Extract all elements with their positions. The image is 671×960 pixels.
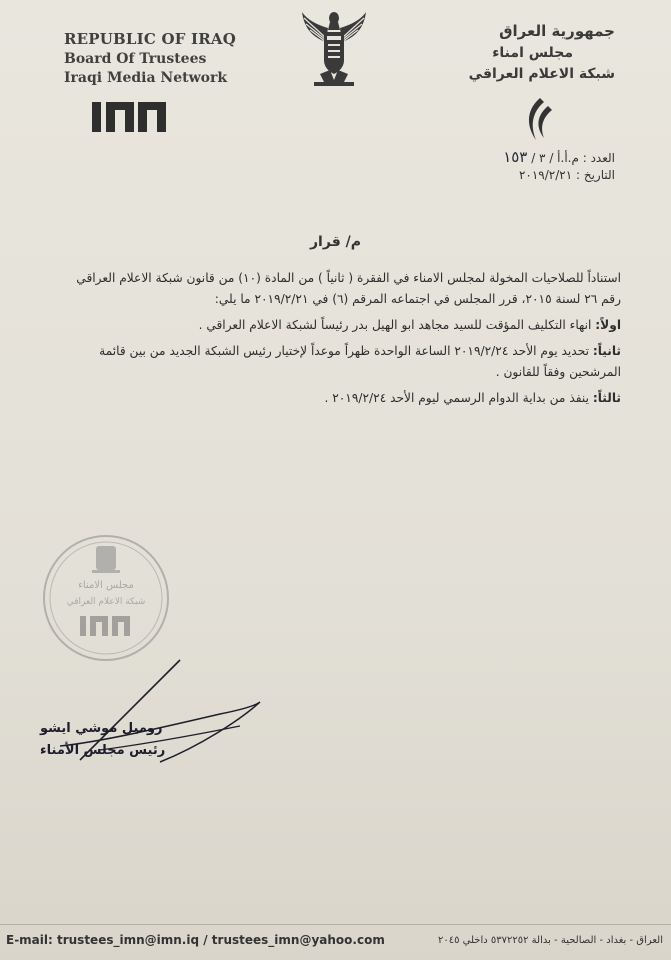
body-item-text: ينفذ من بداية الدوام الرسمي ليوم الأحد ٢٠١٩/٢/٢٤ .: [324, 391, 593, 405]
footer-address: العراق - بغداد - الصالحية - بدالة ٥٣٧٢٢٥٢ داخلي ٢٠٤٥: [437, 935, 663, 946]
header-english: [64, 30, 236, 86]
document-footer: [0, 924, 671, 960]
reference-date-label: التاريخ :: [575, 168, 615, 182]
document-body: [60, 268, 621, 409]
body-intro: استناداً للصلاحيات المخولة لمجلس الامناء في الفقرة ( ثانياً ) من المادة (١٠) من قانون شبكة الاعلام العراقي رقم ٢٦ لسنة ٢٠١٥، قرر المجلس في اجتماعه المرقم (٦) في ٢٠١٩/٢/٢١ ما يلي:: [76, 271, 621, 306]
official-stamp: [40, 532, 172, 664]
body-item-2: [60, 341, 621, 383]
imn-logo: [90, 96, 168, 136]
body-item-text: تحديد يوم الأحد ٢٠١٩/٢/٢٤ الساعة الواحدة ظهراً موعداً لإختيار رئيس الشبكة الجديد من بين قائمة المرشحين وفقاً للقانون .: [99, 344, 621, 379]
header-arabic: [425, 22, 615, 82]
stamp-text-2: شبكة الاعلام العراقي: [66, 597, 146, 607]
signatory-name: روميل موشي ايشو: [40, 721, 163, 736]
reference-number-value: ١٥٣: [503, 148, 528, 166]
reference-date-line: [395, 168, 615, 188]
signatory-block: [40, 718, 200, 762]
header-country-en: REPUBLIC OF IRAQ: [64, 30, 236, 48]
body-item-3: [60, 388, 621, 409]
body-item-label: اولاً:: [595, 318, 621, 332]
header-board-en: Board Of Trustees: [64, 51, 207, 67]
signatory-title: رئيس مجلس الأمناء: [40, 743, 166, 758]
stamp-text-1: مجلس الامناء: [78, 580, 134, 591]
document-subject: م/ قرار: [310, 234, 361, 250]
imn-swoosh-logo-icon: [520, 96, 554, 142]
body-item-label: ثانياً:: [592, 344, 621, 358]
reference-date-value: ٢٠١٩/٢/٢١: [518, 168, 573, 182]
body-item-label: ثالثاً:: [592, 391, 621, 405]
body-item-1: [60, 315, 621, 336]
reference-number-label: العدد : م.أ.أ / ٣ /: [531, 151, 615, 165]
header-network-en: Iraqi Media Network: [64, 70, 228, 86]
reference-number-line: [395, 148, 615, 168]
body-item-text: انهاء التكليف المؤقت للسيد مجاهد ابو الهيل بدر رئيساً لشبكة الاعلام العراقي .: [198, 318, 596, 332]
header-board-ar: مجلس امناء: [492, 45, 573, 61]
header-country-ar: جمهورية العراق: [499, 22, 615, 40]
footer-email: E-mail: trustees_imn@imn.iq / trustees_imn@yahoo.com: [6, 933, 385, 947]
stamp-imn-logo-icon: [80, 616, 130, 636]
header-network-ar: شبكة الاعلام العراقي: [468, 66, 615, 82]
iraq-eagle-emblem-icon: [300, 8, 368, 88]
reference-block: [395, 148, 615, 188]
